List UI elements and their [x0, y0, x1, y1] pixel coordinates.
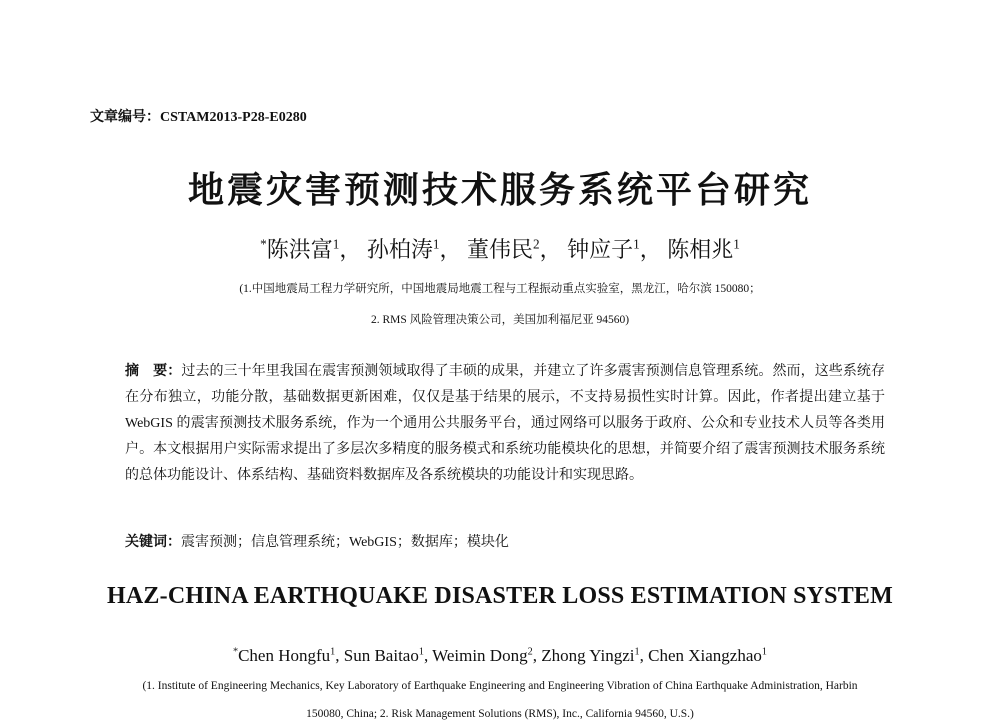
english-title: HAZ-CHINA EARTHQUAKE DISASTER LOSS ESTIMATION SYSTEM	[107, 583, 893, 609]
author-affiliation-number: 1	[634, 646, 640, 658]
author-affiliation-number: 1	[733, 236, 740, 252]
author-affiliation-number: 1	[761, 646, 767, 658]
author-affiliation-number: 1	[432, 236, 440, 252]
author-name: Weimin Dong	[432, 646, 528, 665]
english-author-list	[0, 646, 1000, 666]
abstract-label: 摘 要：	[125, 363, 182, 379]
english-author	[541, 646, 648, 665]
corresponding-mark: *	[260, 236, 267, 252]
author-name: Chen Xiangzhao	[648, 646, 762, 665]
english-author	[432, 646, 541, 665]
chinese-keywords	[125, 531, 509, 551]
chinese-author	[467, 237, 562, 262]
corresponding-mark: *	[233, 646, 239, 658]
english-author	[344, 646, 432, 665]
author-affiliation-number: 1	[418, 646, 424, 658]
english-author	[233, 646, 344, 665]
author-affiliation-number: 2	[533, 236, 540, 252]
chinese-title: 地震灾害预测技术服务系统平台研究	[187, 170, 812, 211]
chinese-author	[567, 237, 662, 262]
chinese-abstract	[125, 358, 885, 489]
author-separator: ，	[439, 237, 462, 262]
author-name: 陈相兆	[667, 237, 734, 262]
author-separator: ，	[639, 237, 662, 262]
chinese-author	[367, 237, 462, 262]
author-separator: ,	[335, 646, 344, 665]
article-number-value: CSTAM2013-P28-E0280	[160, 110, 307, 125]
author-name: 钟应子	[567, 237, 634, 262]
article-number	[90, 106, 307, 126]
english-affiliation-line-2: 150080, China; 2. Risk Management Solutions (RMS), Inc., California 94560, U.S.)	[306, 708, 694, 720]
author-affiliation-number: 1	[633, 236, 640, 252]
keywords-text: 震害预测；信息管理系统；WebGIS；数据库；模块化	[181, 535, 509, 550]
author-separator: ,	[423, 646, 433, 665]
author-name: 孙柏涛	[366, 237, 433, 262]
author-affiliation-number: 1	[330, 646, 336, 658]
article-number-label: 文章编号：	[90, 109, 160, 125]
english-affiliation-line-1: (1. Institute of Engineering Mechanics, Key Laboratory of Earthquake Engineering and Engineering Vibration of China Earthquake Administration, Harbin	[142, 680, 858, 692]
english-author	[648, 646, 767, 665]
author-name: Chen Hongfu	[238, 646, 331, 665]
author-affiliation-number: 2	[527, 646, 533, 658]
author-separator: ，	[339, 237, 362, 262]
author-name: 陈洪富	[266, 237, 333, 262]
author-name: Sun Baitao	[343, 646, 419, 665]
author-separator: ,	[532, 646, 542, 665]
chinese-affiliation-line-1: (1.中国地震局工程力学研究所，中国地震局地震工程与工程振动重点实验室，黑龙江，哈尔滨 150080；	[239, 283, 761, 295]
author-name: 董伟民	[466, 237, 533, 262]
abstract-text: 过去的三十年里我国在震害预测领域取得了丰硕的成果，并建立了许多震害预测信息管理系统。然而，这些系统存在分布独立，功能分散，基础数据更新困难，仅仅是基于结果的展示，不支持易损性实时计算。因此，作者提出建立基于 WebGIS 的震害预测技术服务系统，作为一个通用公共服务平台，通过网络可以服务于政府、公众和专业技术人员等各类用户。本文根据用户实际需求提出了多层次多精度的服务模式和系统功能模块化的思想，并简要介绍了震害预测技术服务系统的总体功能设计、体系结构、基础资料数据库及各系统模块的功能设计和实现思路。	[125, 364, 886, 483]
chinese-author	[667, 237, 740, 262]
chinese-author	[260, 237, 361, 262]
chinese-affiliation-line-2: 2. RMS 风险管理决策公司，美国加利福尼亚 94560)	[370, 314, 630, 326]
author-affiliation-number: 1	[332, 236, 340, 252]
author-separator: ,	[639, 646, 649, 665]
author-name: Zhong Yingzi	[541, 646, 635, 665]
keywords-label: 关键词：	[125, 534, 181, 550]
chinese-author-list	[0, 233, 1000, 264]
author-separator: ，	[539, 237, 562, 262]
